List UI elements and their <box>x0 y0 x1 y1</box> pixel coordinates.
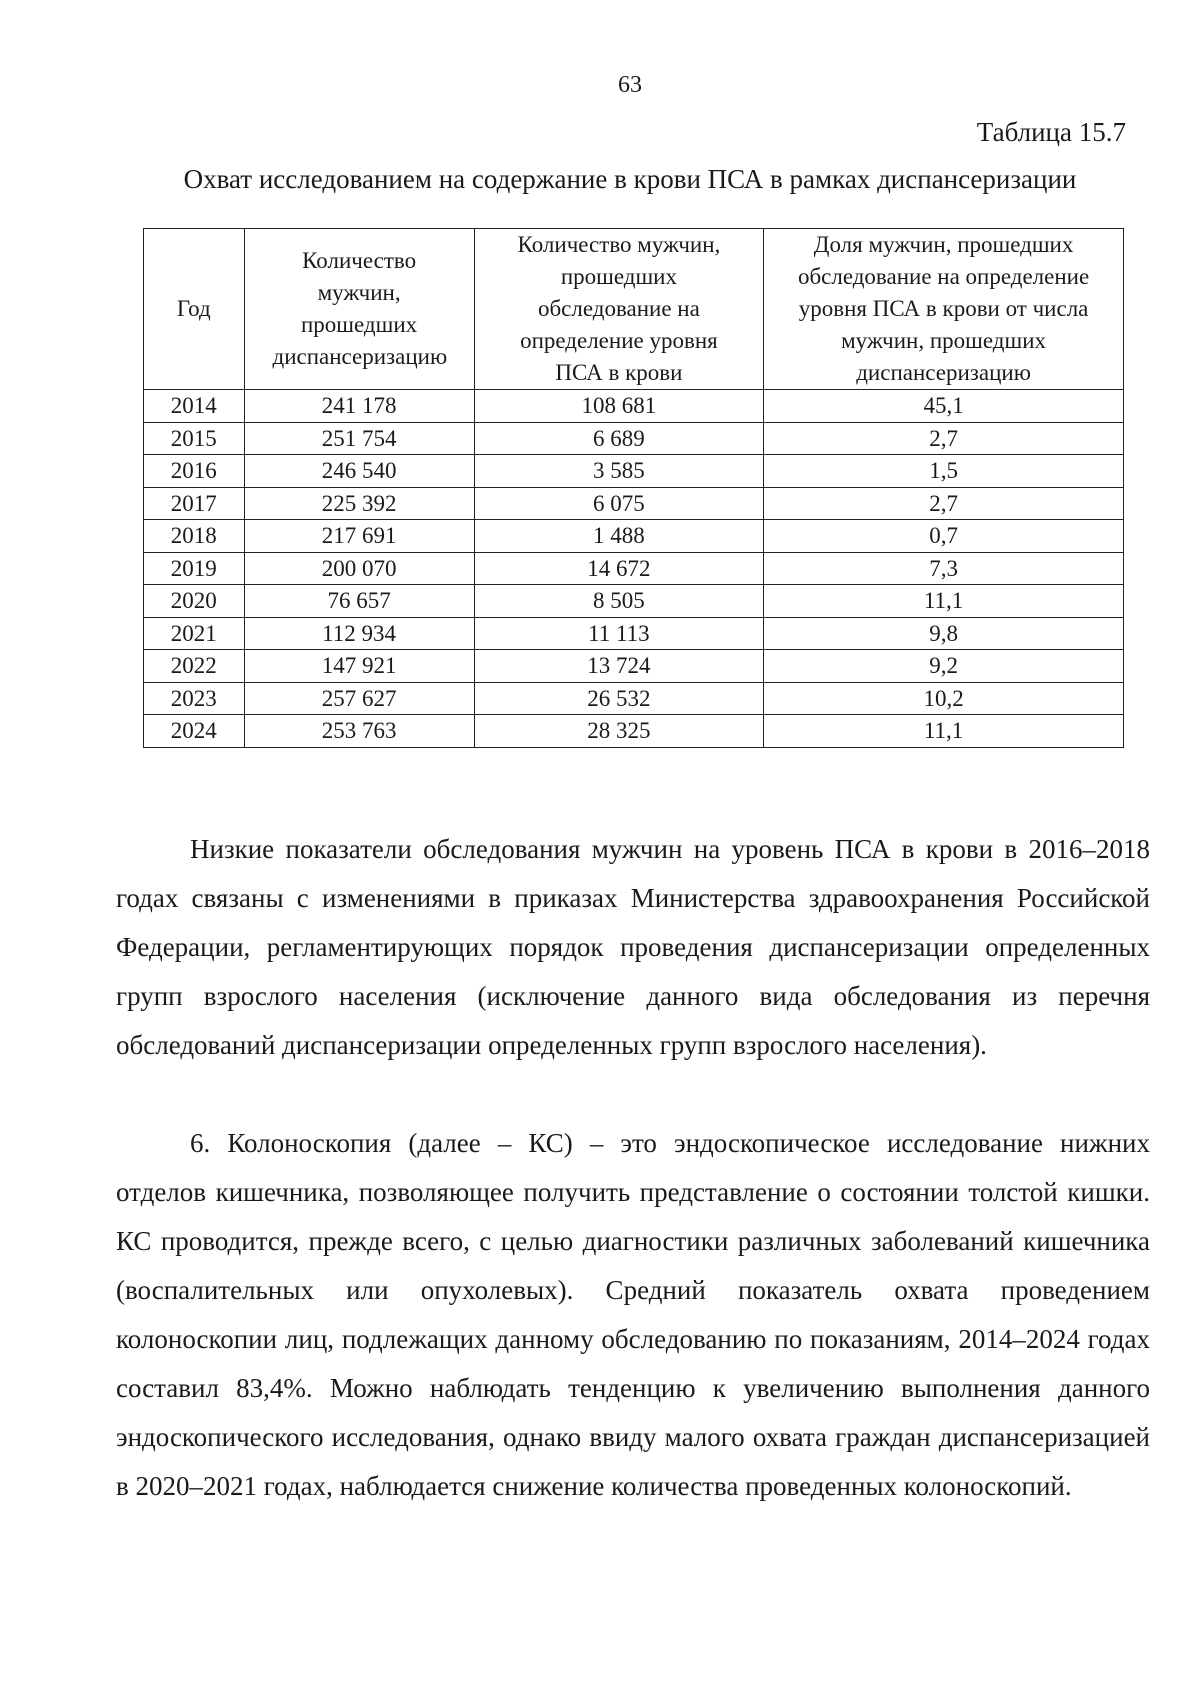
cell-psa-share: 45,1 <box>764 390 1124 423</box>
table-row <box>144 715 1124 748</box>
header-psa-tested: Количество мужчин, прошедших обследование на определение уровня ПСА в крови <box>474 229 763 390</box>
table-row <box>144 552 1124 585</box>
paragraph-colonoscopy <box>116 1119 1150 1511</box>
cell-total-men: 246 540 <box>244 455 474 488</box>
cell-year: 2022 <box>144 650 245 683</box>
header-year: Год <box>144 229 245 390</box>
cell-year: 2014 <box>144 390 245 423</box>
psa-coverage-table <box>143 228 1124 748</box>
paragraph-text: Низкие показатели обследования мужчин на уровень ПСА в крови в 2016–2018 годах связаны с изменениями в приказах Министерства здравоохранения Российской Федерации, регламентирующих порядок проведения диспансеризации определенных групп взрослого населения (исключение данного вида обследования из перечня обследований диспансеризации определенных групп взрослого населения). <box>116 834 1150 1060</box>
cell-psa-share: 2,7 <box>764 422 1124 455</box>
cell-total-men: 76 657 <box>244 585 474 618</box>
cell-total-men: 217 691 <box>244 520 474 553</box>
table-label: Таблица 15.7 <box>976 117 1126 147</box>
cell-psa-tested: 3 585 <box>474 455 763 488</box>
table-row <box>144 617 1124 650</box>
table-row <box>144 455 1124 488</box>
cell-year: 2018 <box>144 520 245 553</box>
cell-total-men: 225 392 <box>244 487 474 520</box>
cell-total-men: 112 934 <box>244 617 474 650</box>
table-row <box>144 422 1124 455</box>
cell-year: 2021 <box>144 617 245 650</box>
cell-psa-tested: 14 672 <box>474 552 763 585</box>
cell-year: 2017 <box>144 487 245 520</box>
table-row <box>144 520 1124 553</box>
cell-psa-share: 9,2 <box>764 650 1124 683</box>
cell-psa-share: 7,3 <box>764 552 1124 585</box>
cell-psa-tested: 6 689 <box>474 422 763 455</box>
paragraph-text: 6. Колоноскопия (далее – КС) – это эндоскопическое исследование нижних отделов кишечника, позволяющее получить представление о состоянии толстой кишки. КС проводится, прежде всего, с целью диагностики различных заболеваний кишечника (воспалительных или опухолевых). Средний показатель охвата проведением колоноскопии лиц, подлежащих данному обследованию по показаниям, 2014–2024 годах составил 83,4%. Можно наблюдать тенденцию к увеличению выполнения данного эндоскопического исследования, однако ввиду малого охвата граждан диспансеризацией в 2020–2021 годах, наблюдается снижение количества проведенных колоноскопий. <box>116 1128 1150 1501</box>
cell-total-men: 241 178 <box>244 390 474 423</box>
header-total-men: Количество мужчин, прошедших диспансеризацию <box>244 229 474 390</box>
cell-total-men: 251 754 <box>244 422 474 455</box>
cell-psa-tested: 6 075 <box>474 487 763 520</box>
table-row <box>144 682 1124 715</box>
page-number: 63 <box>618 72 642 98</box>
header-psa-share: Доля мужчин, прошедших обследование на определение уровня ПСА в крови от числа мужчин, прошедших диспансеризацию <box>764 229 1124 390</box>
cell-year: 2019 <box>144 552 245 585</box>
table-row <box>144 650 1124 683</box>
table-title: Охват исследованием на содержание в крови ПСА в рамках диспансеризации <box>183 164 1077 194</box>
cell-psa-tested: 8 505 <box>474 585 763 618</box>
cell-psa-tested: 1 488 <box>474 520 763 553</box>
cell-psa-share: 1,5 <box>764 455 1124 488</box>
table-row <box>144 390 1124 423</box>
cell-psa-share: 10,2 <box>764 682 1124 715</box>
paragraph-psa-note <box>116 825 1150 1070</box>
cell-psa-share: 2,7 <box>764 487 1124 520</box>
cell-total-men: 147 921 <box>244 650 474 683</box>
table-header-row <box>144 229 1124 390</box>
cell-year: 2015 <box>144 422 245 455</box>
cell-psa-tested: 108 681 <box>474 390 763 423</box>
cell-year: 2024 <box>144 715 245 748</box>
cell-year: 2016 <box>144 455 245 488</box>
cell-year: 2023 <box>144 682 245 715</box>
cell-year: 2020 <box>144 585 245 618</box>
cell-psa-tested: 11 113 <box>474 617 763 650</box>
table-row <box>144 487 1124 520</box>
cell-psa-share: 11,1 <box>764 715 1124 748</box>
table-row <box>144 585 1124 618</box>
cell-psa-share: 11,1 <box>764 585 1124 618</box>
cell-total-men: 257 627 <box>244 682 474 715</box>
cell-psa-share: 9,8 <box>764 617 1124 650</box>
cell-total-men: 200 070 <box>244 552 474 585</box>
cell-psa-tested: 13 724 <box>474 650 763 683</box>
cell-psa-tested: 26 532 <box>474 682 763 715</box>
cell-total-men: 253 763 <box>244 715 474 748</box>
cell-psa-tested: 28 325 <box>474 715 763 748</box>
cell-psa-share: 0,7 <box>764 520 1124 553</box>
